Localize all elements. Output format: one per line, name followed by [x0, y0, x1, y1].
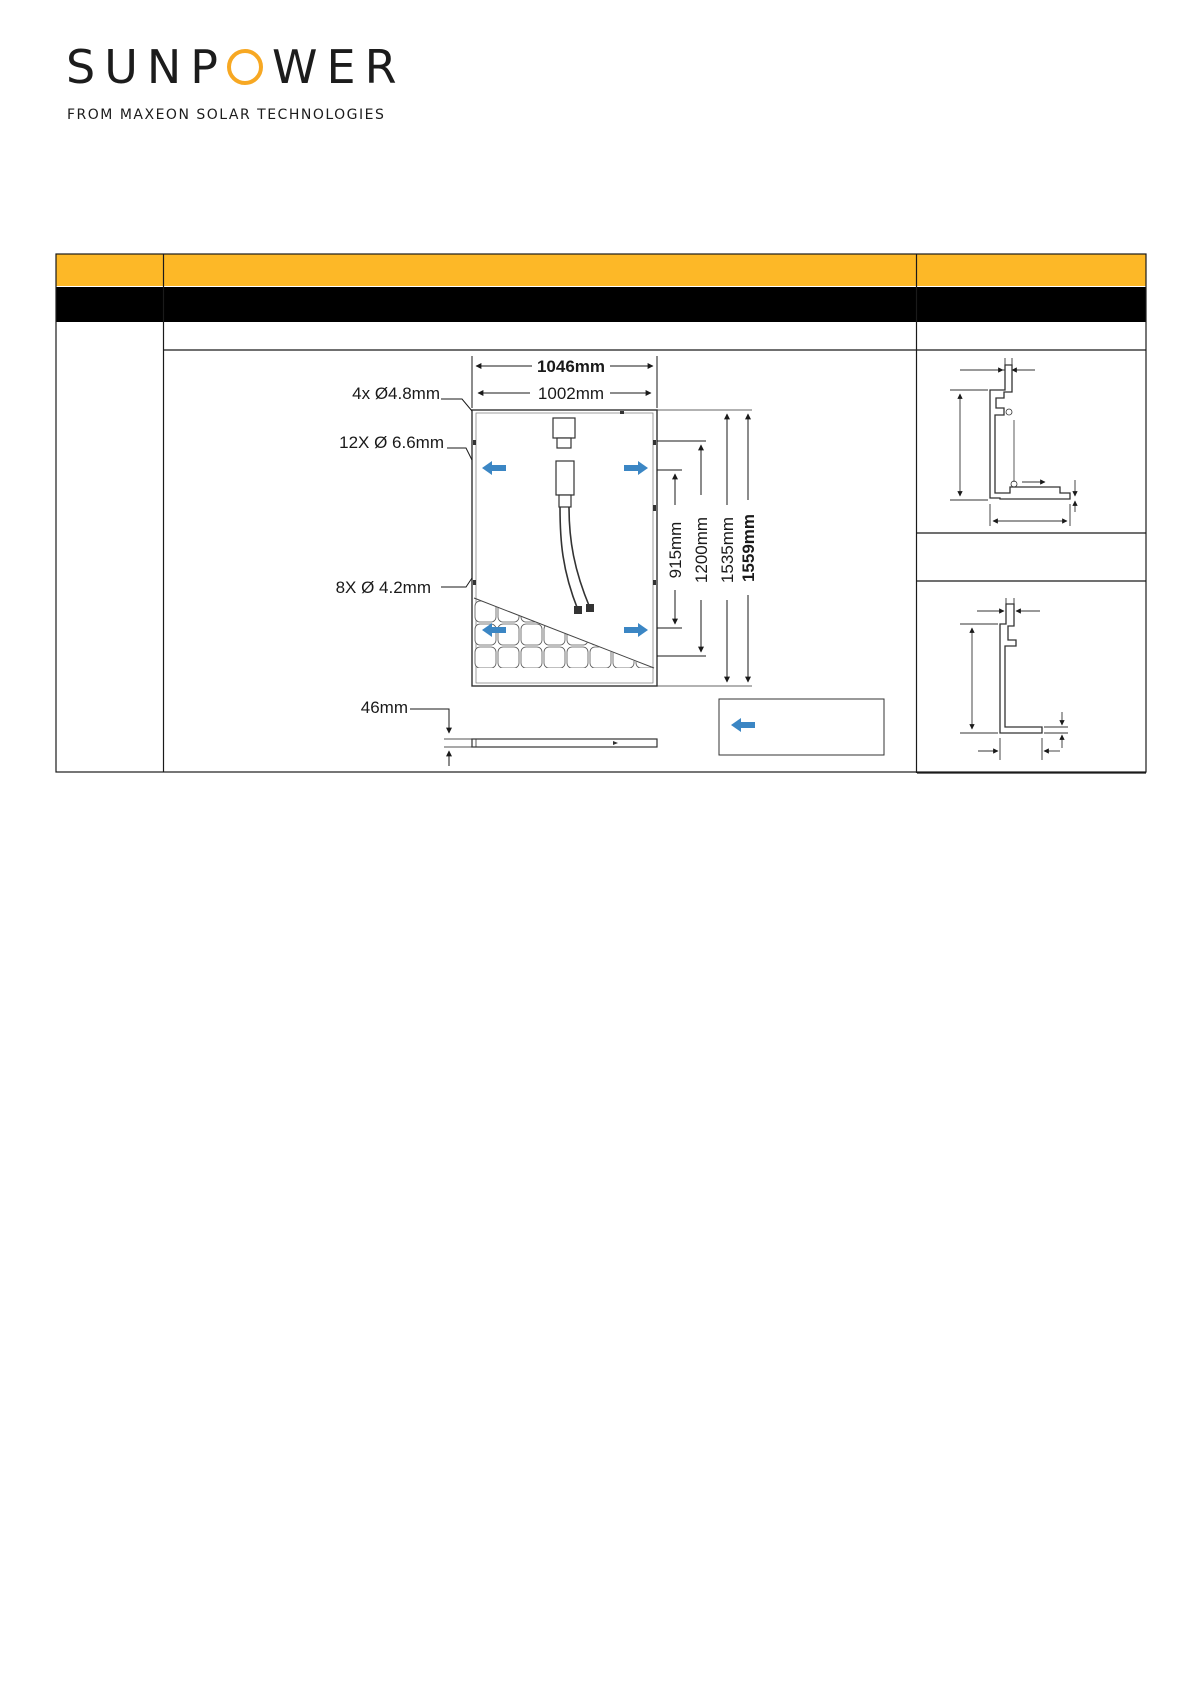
dim-height-1200: 1200mm [692, 516, 711, 584]
dim-thickness: 46mm [360, 698, 408, 717]
table-header-cell-2 [164, 254, 916, 286]
table-section-band [56, 287, 1146, 322]
frame-profile-short [960, 598, 1068, 760]
dim-height-915: 915mm [666, 521, 685, 579]
dim-width-inner: 1002mm [537, 384, 605, 403]
hole-leaders [441, 399, 472, 587]
side-view [410, 709, 657, 766]
callout-holes-12: 12X Ø 6.6mm [339, 433, 444, 452]
callout-holes-4: 4x Ø4.8mm [352, 384, 440, 403]
table-header-cell-3 [917, 254, 1146, 286]
logo-tagline: FROM MAXEON SOLAR TECHNOLOGIES [67, 107, 386, 123]
frame-profile-long [950, 358, 1075, 526]
callout-holes-8: 8X Ø 4.2mm [335, 578, 431, 597]
dim-width-outer: 1046mm [536, 357, 606, 376]
table-grid [56, 254, 1146, 773]
logo-text-start: SUNP [66, 40, 228, 94]
dim-height-1535: 1535mm [718, 516, 737, 584]
logo-text-end: WER [272, 40, 406, 94]
junction-box [553, 418, 575, 507]
table-header-cell-1 [56, 254, 163, 286]
dim-height-1559: 1559mm [739, 513, 758, 583]
solar-cells-cutaway [474, 598, 654, 684]
module-drawing [336, 356, 884, 766]
